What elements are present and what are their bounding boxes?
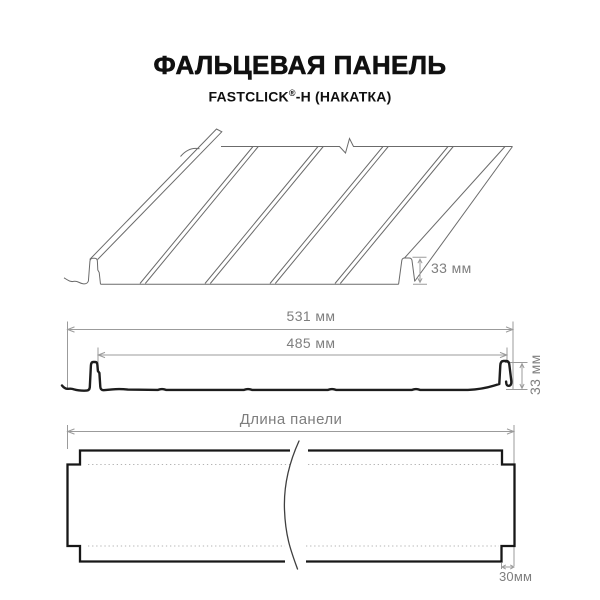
left-seam-ridge: [90, 129, 222, 260]
panel-outline-left: [68, 451, 291, 562]
right-seam-ridge: [405, 147, 506, 259]
right-seam-end-profile: [399, 258, 415, 284]
extension-lines: [68, 322, 514, 391]
break-line: [284, 441, 299, 569]
end-offset-label: 30мм: [499, 569, 533, 584]
panel-section-profile: [62, 361, 511, 391]
length-dimension: [68, 425, 515, 566]
overall-width-dimension: [68, 322, 514, 391]
panel-top-edge: [221, 139, 513, 154]
fold-lines: [88, 465, 500, 547]
subtitle-model: -H (НАКАТКА): [295, 88, 392, 105]
useful-width-label: 485 мм: [286, 335, 336, 351]
panel-outline-right: [306, 451, 515, 562]
left-seam-end-profile: [64, 258, 101, 284]
page-title: ФАЛЬЦЕВАЯ ПАНЕЛЬ: [153, 50, 447, 80]
panel-length-label: Длина панели: [239, 411, 343, 428]
extension-lines: [68, 425, 515, 566]
subtitle-registered-mark: ®: [288, 88, 296, 98]
cross-section-drawing: [62, 322, 528, 391]
overall-width-label: 531 мм: [286, 308, 336, 324]
perspective-seam-height-label: 33 мм: [431, 260, 472, 276]
section-height-label: 33 мм: [527, 354, 543, 396]
top-view-drawing: [68, 425, 515, 569]
subtitle-brand: FASTCLICK: [208, 88, 289, 105]
